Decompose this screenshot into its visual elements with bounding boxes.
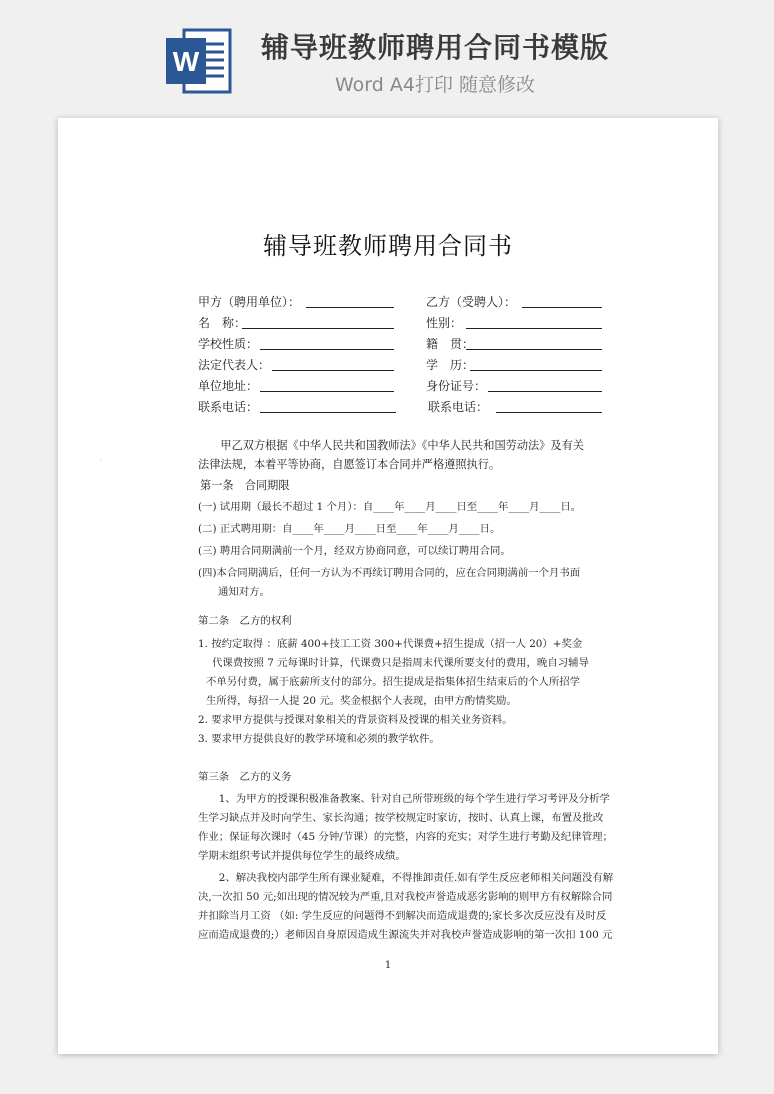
article-2-item: 3. 要求甲方提供良好的教学环境和必须的教学软件。 [198,733,440,745]
form-label-native-place: 籍 贯： [426,337,475,351]
article-2-item: 1. 按约定取得 ：底薪 400+技工工资 300+代课费+招生提成（招一人 20）+奖金 [198,638,583,650]
article-2-item: 生所得，每招一人提 20 元。奖金根据个人表现，由甲方酌情奖励。 [206,695,517,707]
banner-subtitle: Word A4打印 随意修改 [334,74,535,96]
document-page [58,118,718,1054]
article-3-heading: 第三条 乙方的义务 [198,771,292,783]
fill-line [470,370,602,371]
article-3-item: 2、解决我校内部学生所有课业疑难，不得推卸责任.如有学生反应老师相关问题没有解 [218,872,614,884]
form-label-legal-rep: 法定代表人： [198,358,271,372]
form-label-gender: 性别： [426,316,463,330]
fill-line [466,328,602,329]
form-row [198,376,618,396]
article-3 [198,768,618,945]
form-label-education: 学 历： [426,358,475,372]
article-3-item: 学期末组织考试并提供每位学生的最终成绩。 [198,850,406,862]
form-row [198,334,618,354]
article-1-item: (二) 正式聘用期：自____年____月____日至____年____月____日。 [198,523,501,535]
article-2-item: 不单另付费，属于底薪所支付的部分。招生提成是指集体招生结束后的个人所招学 [206,676,581,688]
fill-line [260,391,394,392]
banner-title: 辅导班教师聘用合同书模版 [260,31,609,64]
article-3-item: 生学习缺点并及时向学生、家长沟通；按学校规定时家访，按时、认真上课，布置及批改 [198,812,604,824]
intro-line: 法律法规，本着平等协商，自愿签订本合同并严格遵照执行。 [198,458,501,471]
article-2 [198,612,618,749]
article-1-item: (三) 聘用合同期满前一个月，经双方协商同意，可以续订聘用合同。 [198,545,511,557]
article-3-item: 并扣除当月工资 （如: 学生反应的问题得不到解决而造成退费的;家长多次反应没有及时反 [198,910,607,922]
form-label-name: 名 称： [198,316,247,330]
form-label-school-type: 学校性质： [198,337,259,351]
fill-line [260,349,394,350]
fill-line [488,391,602,392]
article-3-item: 1、为甲方的授课积极准备教案、针对自己所带班级的每个学生进行学习考评及分析学 [218,793,610,805]
form-row [198,292,618,312]
form-label-party-a: 甲方（聘用单位）： [198,295,301,309]
article-3-item: 决,一次扣 50 元;如出现的情况较为严重,且对我校声誉造成恶劣影响的则甲方有权解除合同 [198,891,613,903]
word-icon-letter: W [172,46,200,77]
form-label-id-number: 身份证号： [426,379,487,393]
fill-line [260,412,396,413]
form-label-phone-a: 联系电话： [198,400,259,414]
fill-line [272,370,394,371]
fill-line [306,307,394,308]
article-2-item: 代课费按照 7 元每课时计算，代课费只是指周末代课所要支付的费用，晚自习辅导 [212,657,589,669]
article-1-item: 通知对方。 [218,586,270,598]
article-2-item: 2. 要求甲方提供与授课对象相关的背景资料及授课的相关业务资料。 [198,714,513,726]
watermark: · [92,448,110,472]
form-label-address: 单位地址： [198,379,259,393]
article-3-item: 作业；保证每次课时（45 分钟/节课）的完整，内容的充实；对学生进行考勤及纪律管理； [198,831,613,843]
form-label-party-b: 乙方（受聘人）： [426,295,517,309]
fill-line [522,307,602,308]
article-1-heading: 第一条 合同期限 [200,479,290,492]
form-row [198,397,618,417]
intro-paragraph [198,436,618,474]
article-1-item: (四)本合同期满后，任何一方认为不再续订聘用合同的，应在合同期满前一个月书面 [198,567,581,579]
header-banner [0,0,774,110]
article-1-item: (一) 试用期（最长不超过 1 个月）：自____年____月____日至____年____月____日。 [198,501,582,513]
form-row [198,355,618,375]
fill-line [242,328,394,329]
intro-line: 甲乙双方根据《中华人民共和国教师法》《中华人民共和国劳动法》及有关 [220,439,584,452]
word-document-icon [164,24,236,98]
page-number: 1 [384,960,392,971]
article-1 [198,476,618,602]
form-row [198,313,618,333]
fill-line [496,412,602,413]
fill-line [466,349,602,350]
form-label-phone-b: 联系电话： [428,400,489,414]
article-2-heading: 第二条 乙方的权利 [198,615,292,627]
document-title: 辅导班教师聘用合同书 [263,232,513,260]
article-3-item: 应而造成退费的;）老师因自身原因造成生源流失并对我校声誉造成影响的第一次扣 100 元 [198,929,613,941]
